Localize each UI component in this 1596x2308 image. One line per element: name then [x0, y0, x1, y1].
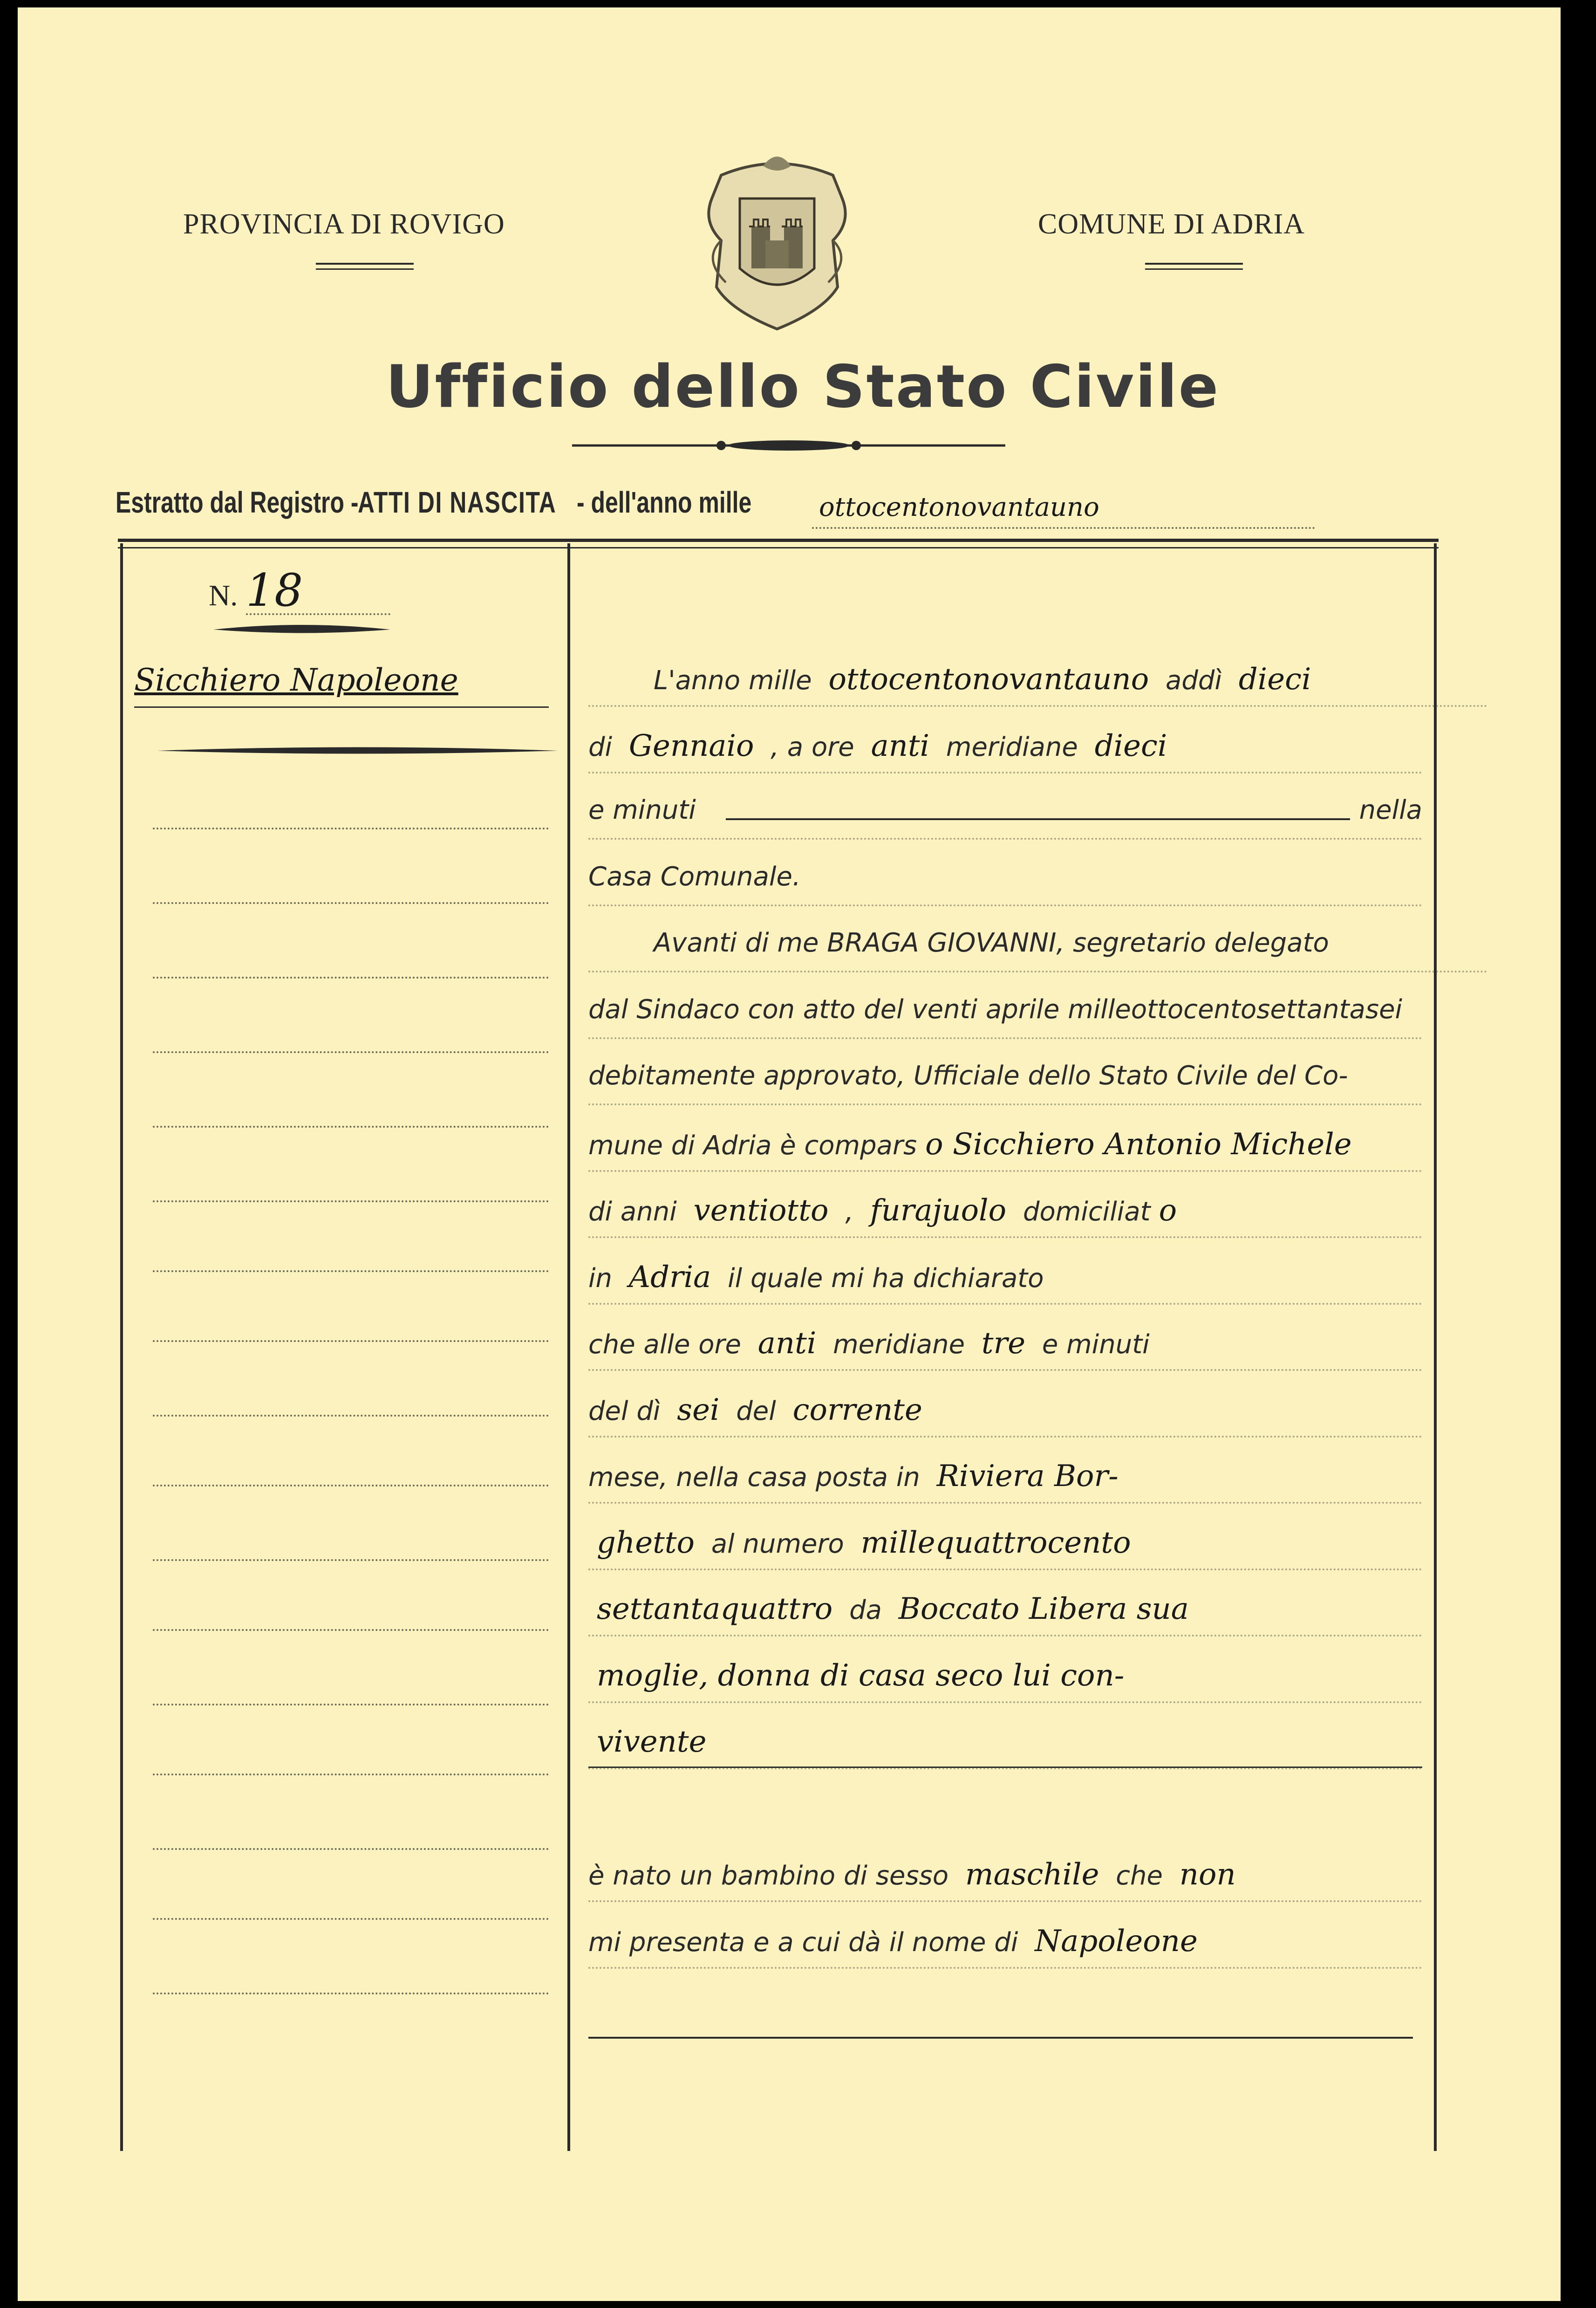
act-line — [588, 1459, 1422, 1504]
handwritten-entry: o Sicchiero Antonio Michele — [925, 1127, 1352, 1162]
margin-line — [153, 828, 549, 829]
register-prefix: Estratto dal Registro - — [116, 486, 359, 519]
margin-line — [153, 977, 549, 979]
form-text: che alle ore — [588, 1329, 750, 1360]
act-line — [588, 1326, 1422, 1371]
act-number-label: N. — [209, 579, 238, 612]
handwritten-entry: anti — [871, 728, 930, 763]
form-text: il — [719, 1263, 750, 1294]
form-text: mese, nella casa posta in — [588, 1462, 928, 1493]
form-text: è nato un bambino di sesso — [588, 1861, 957, 1891]
form-text: meridiane — [825, 1329, 973, 1360]
act-number-value: 18 — [246, 564, 303, 616]
handwritten-entry: Adria — [628, 1260, 711, 1294]
handwritten-entry: Boccato Libera sua — [898, 1592, 1189, 1626]
act-line — [588, 1260, 1422, 1305]
name-underline — [134, 706, 549, 708]
act-line — [588, 1592, 1422, 1637]
number-flourish-icon — [213, 623, 390, 637]
form-text: L'anno mille — [654, 665, 820, 696]
frame-left — [120, 543, 123, 2151]
blank-rule — [588, 1767, 1422, 1768]
act-line — [588, 862, 1422, 906]
form-text: dal Sindaco con atto del venti aprile milleottocentosettantasei — [588, 994, 1403, 1025]
margin-line — [153, 1270, 549, 1272]
handwritten-entry: maschile — [965, 1857, 1099, 1892]
handwritten-entry: ghetto — [597, 1525, 695, 1560]
certificate-page — [18, 7, 1561, 2301]
handwritten-entry: anti — [757, 1326, 817, 1361]
margin-line — [153, 1704, 549, 1705]
column-divider — [567, 543, 570, 2151]
act-line — [588, 795, 1422, 840]
handwritten-entry: dieci — [1094, 728, 1167, 763]
handwritten-entry: millequattrocento — [860, 1525, 1131, 1560]
form-text: del — [728, 1396, 784, 1426]
province-underline-2 — [316, 268, 414, 270]
minutes-dash — [726, 818, 1350, 820]
form-text: mi presenta e a cui dà il nome di — [588, 1927, 1027, 1958]
handwritten-entry: corrente — [792, 1392, 922, 1427]
handwritten-entry: vivente — [597, 1725, 707, 1759]
act-line — [588, 1526, 1422, 1570]
handwritten-entry: Gennaio — [628, 728, 754, 763]
handwritten-entry: non — [1179, 1857, 1236, 1892]
comune-label: COMUNE DI ADRIA — [1038, 208, 1305, 240]
subject-name: Sicchiero Napoleone — [134, 662, 458, 698]
form-text: in — [588, 1263, 621, 1294]
margin-line — [153, 1559, 549, 1561]
province-label: PROVINCIA DI ROVIGO — [183, 208, 505, 240]
act-line — [588, 994, 1422, 1039]
form-text: quale mi ha dichiarato — [750, 1263, 1044, 1294]
margin-line — [153, 1340, 549, 1342]
handwritten-entry: tre — [981, 1326, 1026, 1361]
office-title: Ufficio dello Stato Civile — [386, 352, 1220, 421]
act-line — [588, 1127, 1422, 1172]
margin-line — [153, 1918, 549, 1920]
comune-underline — [1145, 263, 1243, 265]
act-line — [588, 1857, 1422, 1902]
handwritten-entry: furajuolo — [870, 1193, 1007, 1228]
margin-line — [153, 1051, 549, 1053]
act-line — [588, 1193, 1422, 1238]
act-line — [588, 1658, 1422, 1703]
form-text: che — [1107, 1861, 1171, 1891]
form-text: mune di Adria è compars — [588, 1130, 917, 1161]
act-line — [588, 1725, 1422, 1769]
form-text: del dì — [588, 1396, 669, 1426]
act-line — [588, 1393, 1422, 1438]
handwritten-entry: Napoleone — [1035, 1924, 1198, 1959]
margin-line — [153, 1126, 549, 1128]
register-line — [116, 485, 819, 520]
coat-of-arms-icon — [693, 147, 861, 334]
register-suffix: - dell'anno mille — [577, 486, 752, 519]
form-text: meridiane — [938, 732, 1086, 762]
form-text: da — [841, 1595, 890, 1625]
act-line — [588, 729, 1422, 774]
form-text: , — [837, 1197, 862, 1227]
margin-line — [153, 902, 549, 904]
register-year: ottocentonovantauno — [819, 492, 1099, 522]
comune-underline-2 — [1145, 268, 1243, 270]
handwritten-entry: o — [1159, 1193, 1177, 1228]
margin-line — [153, 1200, 549, 1202]
margin-line — [153, 1629, 549, 1631]
form-text: domiciliat — [1015, 1197, 1151, 1227]
province-underline — [316, 263, 414, 265]
title-ornament — [572, 436, 1005, 455]
margin-line — [153, 1848, 549, 1850]
form-text: e minuti — [1034, 1329, 1150, 1360]
margin-line — [153, 1415, 549, 1417]
margin-line — [153, 1485, 549, 1486]
handwritten-entry: dieci — [1238, 662, 1311, 697]
form-text: , a ore — [762, 732, 863, 762]
act-line — [588, 928, 1487, 973]
handwritten-entry: ottocentonovantauno — [828, 662, 1149, 697]
margin-line — [153, 1993, 549, 1994]
form-text: al numero — [703, 1528, 853, 1559]
handwritten-entry: Riviera Bor- — [936, 1459, 1119, 1493]
act-line — [588, 662, 1487, 707]
frame-right — [1434, 543, 1437, 2151]
form-text: di — [588, 732, 621, 762]
form-text: debitamente approvato, Ufficiale dello Stato Civile del Co- — [588, 1061, 1348, 1091]
register-year-line — [812, 527, 1315, 529]
handwritten-entry: ventiotto — [693, 1193, 829, 1228]
act-line — [588, 1924, 1422, 1969]
handwritten-entry: sei — [677, 1392, 720, 1427]
margin-line — [153, 1774, 549, 1775]
form-text: addì — [1157, 665, 1230, 696]
form-text: Casa Comunale. — [588, 861, 801, 892]
frame-top-2 — [118, 547, 1439, 548]
form-text: e minuti — [588, 795, 696, 825]
form-text: Avanti di me BRAGA GIOVANNI, segretario delegato — [654, 928, 1329, 958]
frame-top — [118, 539, 1439, 542]
handwritten-entry: settantaquattro — [597, 1592, 833, 1626]
name-flourish-icon — [157, 744, 558, 758]
form-text: di anni — [588, 1197, 685, 1227]
register-type: ATTI DI NASCITA — [358, 486, 557, 519]
handwritten-entry: moglie, donna di casa seco lui con- — [597, 1658, 1125, 1693]
act-line — [588, 1061, 1422, 1105]
final-rule — [588, 2037, 1413, 2039]
act-line — [588, 1791, 1422, 1834]
act-number-line — [246, 613, 390, 615]
form-text: nella — [1359, 795, 1422, 825]
